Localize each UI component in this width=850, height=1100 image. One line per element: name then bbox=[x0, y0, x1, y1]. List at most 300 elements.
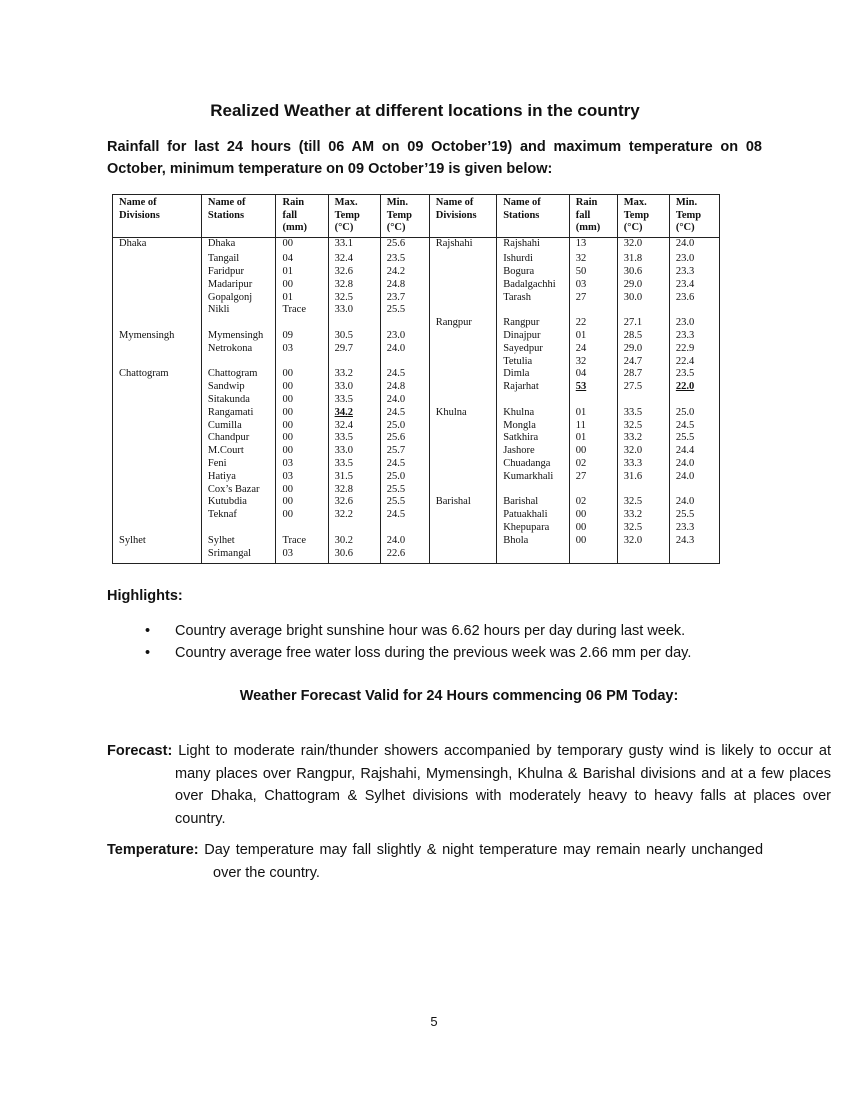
forecast-label: Forecast: bbox=[107, 743, 173, 759]
temperature-label: Temperature: bbox=[107, 842, 199, 858]
table-cell: 34.2 bbox=[328, 407, 380, 420]
table-cell: 24.5 bbox=[380, 368, 429, 381]
table-cell bbox=[429, 381, 496, 394]
bullet-icon: • bbox=[145, 645, 151, 661]
table-cell bbox=[669, 304, 719, 317]
table-cell: 02 bbox=[569, 496, 617, 509]
table-cell: Barishal bbox=[429, 496, 496, 509]
table-cell: 53 bbox=[569, 381, 617, 394]
table-cell: 24.0 bbox=[669, 237, 719, 250]
table-cell: 01 bbox=[276, 266, 328, 279]
table-row bbox=[113, 237, 720, 250]
table-row bbox=[113, 343, 720, 356]
table-header-row bbox=[113, 195, 720, 238]
table-cell bbox=[113, 548, 202, 564]
table-cell: 29.7 bbox=[328, 343, 380, 356]
table-cell: 00 bbox=[569, 522, 617, 535]
table-cell: 32.2 bbox=[328, 509, 380, 522]
table-cell: 04 bbox=[276, 250, 328, 266]
table-row bbox=[113, 356, 720, 369]
table-cell bbox=[429, 522, 496, 535]
table-cell: Netrokona bbox=[201, 343, 276, 356]
table-cell bbox=[497, 548, 570, 564]
table-cell: 23.0 bbox=[669, 250, 719, 266]
table-cell: 00 bbox=[276, 445, 328, 458]
table-cell: 24.5 bbox=[380, 509, 429, 522]
table-cell: 50 bbox=[569, 266, 617, 279]
table-cell: 22 bbox=[569, 317, 617, 330]
table-cell: Tetulia bbox=[497, 356, 570, 369]
table-cell bbox=[380, 356, 429, 369]
header-max-temp-2: Max. Temp (°C) bbox=[617, 195, 669, 238]
table-row bbox=[113, 250, 720, 266]
table-cell: 25.0 bbox=[669, 407, 719, 420]
header-max-temp: Max. Temp (°C) bbox=[328, 195, 380, 238]
table-cell: Rajshahi bbox=[429, 237, 496, 250]
table-cell: 01 bbox=[569, 330, 617, 343]
table-cell: Sandwip bbox=[201, 381, 276, 394]
table-cell bbox=[429, 266, 496, 279]
table-cell: 32.0 bbox=[617, 445, 669, 458]
table-cell: 03 bbox=[276, 458, 328, 471]
table-cell bbox=[429, 368, 496, 381]
table-cell bbox=[113, 445, 202, 458]
table-cell: Mongla bbox=[497, 420, 570, 433]
table-cell: Badalgachhi bbox=[497, 279, 570, 292]
table-cell: 03 bbox=[569, 279, 617, 292]
table-cell: 03 bbox=[276, 343, 328, 356]
table-cell: 32.5 bbox=[328, 292, 380, 305]
header-rainfall-2: Rain fall (mm) bbox=[569, 195, 617, 238]
table-row bbox=[113, 522, 720, 535]
table-cell bbox=[113, 317, 202, 330]
table-cell bbox=[429, 535, 496, 548]
table-cell: Bhola bbox=[497, 535, 570, 548]
table-cell: 27.1 bbox=[617, 317, 669, 330]
table-cell: 31.5 bbox=[328, 471, 380, 484]
table-row bbox=[113, 381, 720, 394]
table-cell: Mymensingh bbox=[201, 330, 276, 343]
header-min-temp: Min. Temp (°C) bbox=[380, 195, 429, 238]
table-cell bbox=[380, 317, 429, 330]
page-title: Realized Weather at different locations in the country bbox=[210, 101, 640, 120]
table-cell: 02 bbox=[569, 458, 617, 471]
table-cell: 22.9 bbox=[669, 343, 719, 356]
table-cell bbox=[569, 548, 617, 564]
table-cell bbox=[617, 394, 669, 407]
table-cell: 33.0 bbox=[328, 445, 380, 458]
table-cell: 29.0 bbox=[617, 279, 669, 292]
table-cell: Sayedpur bbox=[497, 343, 570, 356]
table-cell: 25.5 bbox=[380, 496, 429, 509]
table-row bbox=[113, 279, 720, 292]
table-cell: Rajarhat bbox=[497, 381, 570, 394]
table-row bbox=[113, 420, 720, 433]
table-cell: Rangpur bbox=[497, 317, 570, 330]
table-row bbox=[113, 394, 720, 407]
table-cell bbox=[429, 343, 496, 356]
table-cell: 32.8 bbox=[328, 484, 380, 497]
forecast-title: Weather Forecast Valid for 24 Hours commencing 06 PM Today: bbox=[239, 688, 679, 704]
table-cell bbox=[328, 522, 380, 535]
table-cell: Cox’s Bazar bbox=[201, 484, 276, 497]
table-cell bbox=[569, 394, 617, 407]
table-cell: 24.5 bbox=[669, 420, 719, 433]
list-item: • Country average free water loss during the previous week was 2.66 mm per day. bbox=[145, 642, 785, 664]
table-cell bbox=[617, 484, 669, 497]
table-cell: 01 bbox=[569, 432, 617, 445]
table-cell: 25.5 bbox=[380, 304, 429, 317]
table-cell bbox=[429, 432, 496, 445]
table-cell: 32.6 bbox=[328, 496, 380, 509]
table-row bbox=[113, 368, 720, 381]
table-cell: 00 bbox=[276, 237, 328, 250]
list-item: • Country average bright sunshine hour was 6.62 hours per day during last week. bbox=[145, 620, 785, 642]
page-number: 5 bbox=[430, 1014, 438, 1029]
table-cell: Srimangal bbox=[201, 548, 276, 564]
table-cell: 24.5 bbox=[380, 458, 429, 471]
table-cell: 32 bbox=[569, 356, 617, 369]
table-cell: 04 bbox=[569, 368, 617, 381]
table-cell: 23.5 bbox=[669, 368, 719, 381]
table-row bbox=[113, 432, 720, 445]
forecast-paragraph bbox=[107, 740, 831, 830]
table-cell bbox=[569, 304, 617, 317]
table-cell bbox=[328, 317, 380, 330]
table-cell: 33.1 bbox=[328, 237, 380, 250]
table-cell bbox=[113, 458, 202, 471]
table-cell: 24.8 bbox=[380, 279, 429, 292]
table-cell: Gopalgonj bbox=[201, 292, 276, 305]
table-cell bbox=[429, 458, 496, 471]
table-body bbox=[113, 237, 720, 564]
table-cell: 23.6 bbox=[669, 292, 719, 305]
table-cell bbox=[669, 394, 719, 407]
forecast-text: Light to moderate rain/thunder showers accompanied by temporary gusty wind is likely to occur at many places over Rangpur, Rajshahi, Mymensingh, Khulna & Barishal divisions and at a few places over Dhaka, Chattogram & Sylhet divisions with moderately heavy to heavy falls at places over country. bbox=[175, 743, 832, 827]
table-cell bbox=[669, 484, 719, 497]
table-cell: Khepupara bbox=[497, 522, 570, 535]
table-cell: 23.3 bbox=[669, 266, 719, 279]
table-cell bbox=[113, 432, 202, 445]
table-cell: Sitakunda bbox=[201, 394, 276, 407]
table-cell: 32.4 bbox=[328, 250, 380, 266]
table-cell bbox=[113, 304, 202, 317]
table-cell bbox=[276, 522, 328, 535]
table-cell: 33.0 bbox=[328, 304, 380, 317]
table-cell: 32.6 bbox=[328, 266, 380, 279]
table-cell: 29.0 bbox=[617, 343, 669, 356]
table-cell bbox=[429, 279, 496, 292]
table-cell bbox=[429, 394, 496, 407]
table-cell: 33.5 bbox=[328, 394, 380, 407]
table-row bbox=[113, 509, 720, 522]
table-cell: 00 bbox=[276, 432, 328, 445]
table-cell: 32.4 bbox=[328, 420, 380, 433]
temperature-text: Day temperature may fall slightly & night temperature may remain nearly unchanged over the country. bbox=[204, 842, 764, 881]
table-cell bbox=[429, 471, 496, 484]
table-cell: 09 bbox=[276, 330, 328, 343]
table-cell: 23.7 bbox=[380, 292, 429, 305]
table-cell: 24.0 bbox=[669, 458, 719, 471]
table-row bbox=[113, 445, 720, 458]
table-cell: Kutubdia bbox=[201, 496, 276, 509]
table-cell bbox=[569, 484, 617, 497]
table-cell: 32.5 bbox=[617, 496, 669, 509]
table-cell bbox=[113, 266, 202, 279]
table-row bbox=[113, 548, 720, 564]
table-cell: 00 bbox=[276, 279, 328, 292]
table-cell bbox=[380, 522, 429, 535]
table-cell: 23.0 bbox=[380, 330, 429, 343]
table-cell: 25.0 bbox=[380, 471, 429, 484]
table-cell: 32.5 bbox=[617, 420, 669, 433]
table-cell bbox=[201, 317, 276, 330]
table-cell: 25.7 bbox=[380, 445, 429, 458]
table-cell: 03 bbox=[276, 548, 328, 564]
table-row bbox=[113, 292, 720, 305]
table-cell bbox=[113, 250, 202, 266]
table-cell bbox=[113, 484, 202, 497]
table-cell: Chuadanga bbox=[497, 458, 570, 471]
table-cell bbox=[328, 356, 380, 369]
table-cell: Bogura bbox=[497, 266, 570, 279]
table-cell bbox=[276, 356, 328, 369]
table-cell: 22.4 bbox=[669, 356, 719, 369]
table-cell: 24.0 bbox=[669, 471, 719, 484]
table-cell: 31.6 bbox=[617, 471, 669, 484]
table-cell bbox=[113, 420, 202, 433]
header-stations: Name of Stations bbox=[201, 195, 276, 238]
table-cell: 27 bbox=[569, 292, 617, 305]
table-cell: Nikli bbox=[201, 304, 276, 317]
header-stations-2: Name of Stations bbox=[497, 195, 570, 238]
table-cell bbox=[429, 445, 496, 458]
table-cell: 23.4 bbox=[669, 279, 719, 292]
table-cell bbox=[113, 356, 202, 369]
table-cell: Sylhet bbox=[201, 535, 276, 548]
table-cell bbox=[429, 304, 496, 317]
table-cell: 24 bbox=[569, 343, 617, 356]
table-cell: Chattogram bbox=[113, 368, 202, 381]
table-cell: Khulna bbox=[497, 407, 570, 420]
table-cell: 01 bbox=[569, 407, 617, 420]
table-cell bbox=[201, 356, 276, 369]
table-cell: 00 bbox=[569, 535, 617, 548]
table-cell: 31.8 bbox=[617, 250, 669, 266]
table-cell: Sylhet bbox=[113, 535, 202, 548]
temperature-paragraph bbox=[107, 839, 763, 884]
table-cell: Kumarkhali bbox=[497, 471, 570, 484]
table-cell: 24.2 bbox=[380, 266, 429, 279]
table-cell: 00 bbox=[276, 407, 328, 420]
table-cell: Chattogram bbox=[201, 368, 276, 381]
table-cell: 33.0 bbox=[328, 381, 380, 394]
table-cell bbox=[429, 292, 496, 305]
header-divisions: Name of Divisions bbox=[113, 195, 202, 238]
table-cell: 01 bbox=[276, 292, 328, 305]
table-cell: 00 bbox=[276, 394, 328, 407]
table-cell: 00 bbox=[276, 496, 328, 509]
table-cell bbox=[113, 343, 202, 356]
table-cell: 32.0 bbox=[617, 237, 669, 250]
table-cell: 24.3 bbox=[669, 535, 719, 548]
table-cell: 33.2 bbox=[617, 509, 669, 522]
table-cell: Madaripur bbox=[201, 279, 276, 292]
table-cell: 25.6 bbox=[380, 237, 429, 250]
header-rainfall: Rain fall (mm) bbox=[276, 195, 328, 238]
table-cell: 30.6 bbox=[617, 266, 669, 279]
table-cell bbox=[429, 250, 496, 266]
table-cell: 24.5 bbox=[380, 407, 429, 420]
table-cell bbox=[497, 394, 570, 407]
table-cell: 33.2 bbox=[328, 368, 380, 381]
table-cell: 32 bbox=[569, 250, 617, 266]
table-cell: 30.6 bbox=[328, 548, 380, 564]
table-cell: Patuakhali bbox=[497, 509, 570, 522]
table-cell: Tangail bbox=[201, 250, 276, 266]
table-cell: 32.0 bbox=[617, 535, 669, 548]
table-cell: 30.2 bbox=[328, 535, 380, 548]
table-cell: Teknaf bbox=[201, 509, 276, 522]
table-cell bbox=[429, 330, 496, 343]
highlights-heading: Highlights: bbox=[107, 588, 183, 604]
highlights-list bbox=[145, 620, 785, 664]
table-cell bbox=[429, 356, 496, 369]
table-cell: 00 bbox=[276, 420, 328, 433]
table-cell: 24.0 bbox=[380, 343, 429, 356]
table-cell: 30.0 bbox=[617, 292, 669, 305]
table-cell: Satkhira bbox=[497, 432, 570, 445]
table-cell bbox=[113, 496, 202, 509]
table-cell: 25.5 bbox=[380, 484, 429, 497]
table-cell: 25.6 bbox=[380, 432, 429, 445]
table-cell: 33.5 bbox=[328, 458, 380, 471]
table-cell bbox=[617, 548, 669, 564]
table-cell bbox=[113, 522, 202, 535]
table-cell: 28.7 bbox=[617, 368, 669, 381]
table-cell bbox=[429, 548, 496, 564]
table-cell: 00 bbox=[276, 509, 328, 522]
table-cell bbox=[617, 304, 669, 317]
table-cell: 00 bbox=[569, 509, 617, 522]
table-cell: Rangamati bbox=[201, 407, 276, 420]
table-cell bbox=[429, 509, 496, 522]
table-cell: Mymensingh bbox=[113, 330, 202, 343]
table-cell: Rangpur bbox=[429, 317, 496, 330]
table-cell: 32.8 bbox=[328, 279, 380, 292]
table-cell: Feni bbox=[201, 458, 276, 471]
intro-paragraph: Rainfall for last 24 hours (till 06 AM on 09 October’19) and maximum temperature on 08 October, minimum temperature on 09 October’19 is given below: bbox=[107, 139, 762, 177]
table-cell: 00 bbox=[276, 368, 328, 381]
table-cell: 32.5 bbox=[617, 522, 669, 535]
table-cell: 25.5 bbox=[669, 432, 719, 445]
table-cell: 24.7 bbox=[617, 356, 669, 369]
table-cell: Hatiya bbox=[201, 471, 276, 484]
table-cell: 00 bbox=[276, 381, 328, 394]
table-row bbox=[113, 330, 720, 343]
table-cell: 24.0 bbox=[380, 394, 429, 407]
table-cell bbox=[113, 471, 202, 484]
table-row bbox=[113, 458, 720, 471]
table-cell: 22.6 bbox=[380, 548, 429, 564]
table-cell: 33.3 bbox=[617, 458, 669, 471]
table-cell: Jashore bbox=[497, 445, 570, 458]
table-cell: 03 bbox=[276, 471, 328, 484]
table-cell: M.Court bbox=[201, 445, 276, 458]
table-cell: 24.0 bbox=[380, 535, 429, 548]
table-cell: Trace bbox=[276, 535, 328, 548]
header-min-temp-2: Min. Temp (°C) bbox=[669, 195, 719, 238]
table-cell: 13 bbox=[569, 237, 617, 250]
table-cell: Dimla bbox=[497, 368, 570, 381]
table-cell bbox=[429, 420, 496, 433]
table-cell: Tarash bbox=[497, 292, 570, 305]
table-cell: Dinajpur bbox=[497, 330, 570, 343]
table-cell: 23.0 bbox=[669, 317, 719, 330]
table-cell bbox=[113, 381, 202, 394]
table-row bbox=[113, 484, 720, 497]
table-row bbox=[113, 471, 720, 484]
table-cell: 11 bbox=[569, 420, 617, 433]
table-cell: 30.5 bbox=[328, 330, 380, 343]
table-cell: 33.5 bbox=[617, 407, 669, 420]
table-cell: 25.0 bbox=[380, 420, 429, 433]
table-cell: Trace bbox=[276, 304, 328, 317]
bullet-icon: • bbox=[145, 623, 151, 639]
table-cell: 23.5 bbox=[380, 250, 429, 266]
table-cell: Cumilla bbox=[201, 420, 276, 433]
table-cell: 24.8 bbox=[380, 381, 429, 394]
table-cell: Dhaka bbox=[113, 237, 202, 250]
table-cell bbox=[276, 317, 328, 330]
table-cell: 24.4 bbox=[669, 445, 719, 458]
table-cell: 33.2 bbox=[617, 432, 669, 445]
table-cell: 00 bbox=[276, 484, 328, 497]
table-cell: 33.5 bbox=[328, 432, 380, 445]
table-cell: Ishurdi bbox=[497, 250, 570, 266]
table-cell: Rajshahi bbox=[497, 237, 570, 250]
table-cell: 27 bbox=[569, 471, 617, 484]
table-cell: Faridpur bbox=[201, 266, 276, 279]
table-cell: Barishal bbox=[497, 496, 570, 509]
table-cell: 25.5 bbox=[669, 509, 719, 522]
table-cell: 28.5 bbox=[617, 330, 669, 343]
table-cell bbox=[497, 304, 570, 317]
table-cell: Khulna bbox=[429, 407, 496, 420]
table-cell bbox=[497, 484, 570, 497]
table-cell: 00 bbox=[569, 445, 617, 458]
table-cell bbox=[113, 407, 202, 420]
weather-table bbox=[112, 194, 720, 564]
table-cell: Chandpur bbox=[201, 432, 276, 445]
table-cell bbox=[669, 548, 719, 564]
table-cell bbox=[113, 509, 202, 522]
table-row bbox=[113, 496, 720, 509]
table-cell bbox=[113, 394, 202, 407]
table-cell bbox=[113, 292, 202, 305]
table-row bbox=[113, 266, 720, 279]
header-divisions-2: Name of Divisions bbox=[429, 195, 496, 238]
table-cell: 27.5 bbox=[617, 381, 669, 394]
table-cell: Dhaka bbox=[201, 237, 276, 250]
table-cell: 23.3 bbox=[669, 522, 719, 535]
table-cell bbox=[201, 522, 276, 535]
table-cell: 23.3 bbox=[669, 330, 719, 343]
table-row bbox=[113, 317, 720, 330]
table-row bbox=[113, 535, 720, 548]
table-cell bbox=[113, 279, 202, 292]
table-row bbox=[113, 304, 720, 317]
